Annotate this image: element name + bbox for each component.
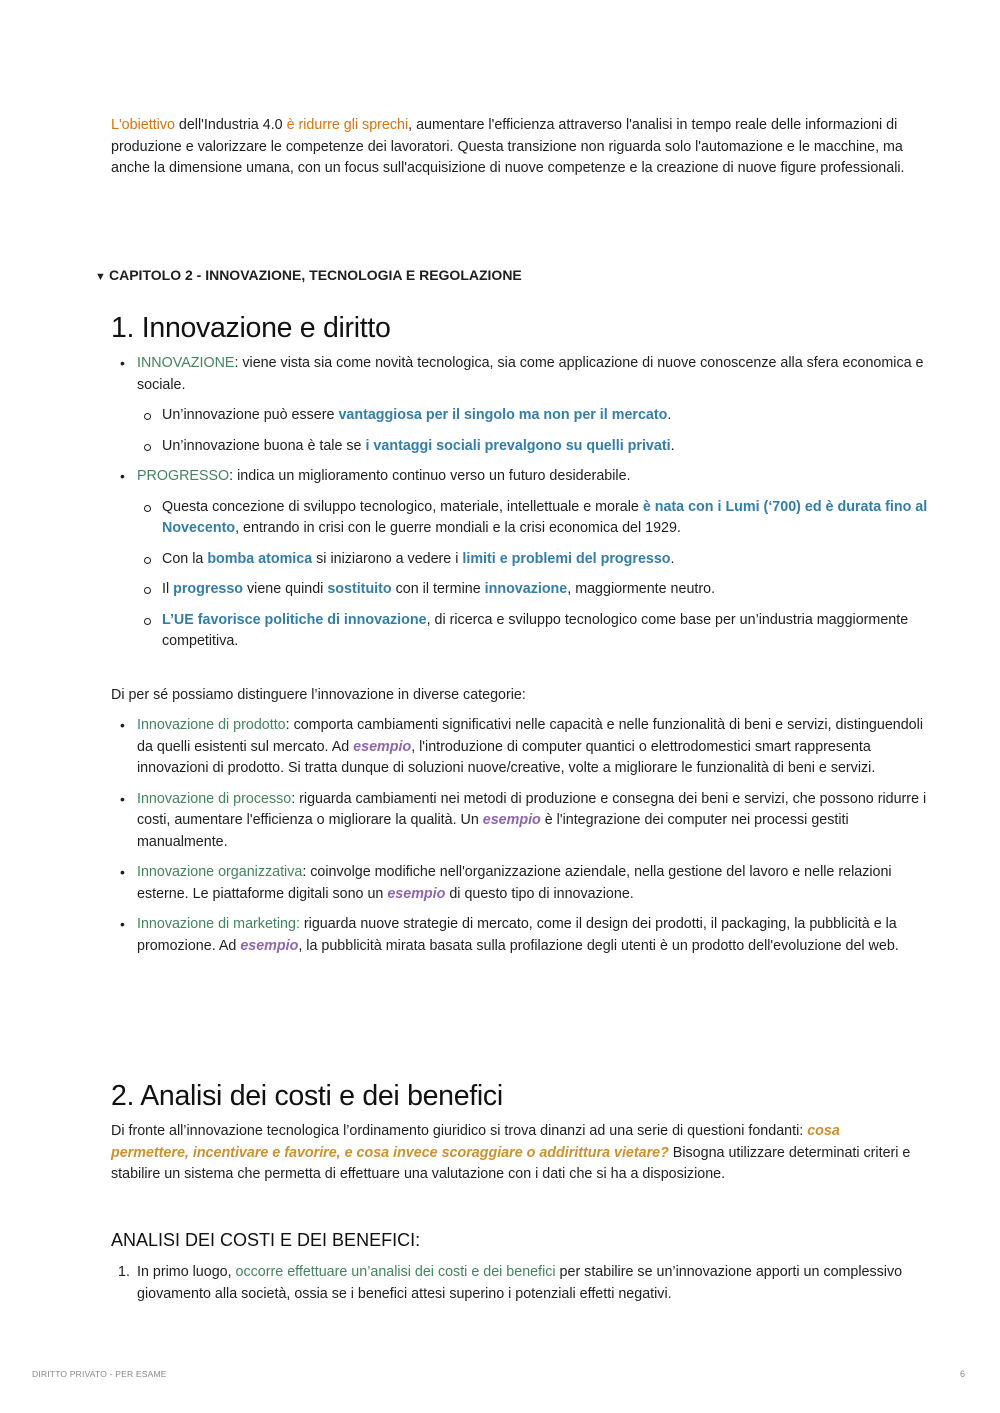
numbered-item: [118, 1262, 937, 1305]
highlight: bomba atomica: [207, 550, 313, 567]
intro-text: , aumentare l'efficienza attraverso l'analisi in tempo reale delle informazioni di produzione e valorizzare le competenze dei lavoratori. Questa transizione non riguarda solo l'automazione e le macchine, ma anche la dimensione umana, con un focus sull'acquisizione di nuove competenze e la creazione di nuove figure professionali.: [111, 117, 905, 176]
term-innovazione: INNOVAZIONE: [137, 355, 235, 371]
progresso-sublist: [137, 497, 937, 653]
text: è l'integrazione dei computer nei processi gestiti manualmente.: [137, 812, 849, 850]
text: .: [667, 407, 672, 423]
text: : comporta cambiamenti significativi nelle capacità e nelle funzionalità di beni e servizi, distinguendoli da quelli esistenti sul mercato. Ad: [137, 717, 923, 755]
intro-highlight-objective: L'obiettivo: [111, 117, 175, 133]
text: , maggiormente neutro.: [567, 581, 716, 597]
sublist-item: [162, 579, 937, 601]
text: Di fronte all’innovazione tecnologica l’ordinamento giuridico si trova dinanzi ad una serie di questioni fondanti:: [111, 1123, 808, 1139]
text: Con la: [162, 550, 208, 567]
sublist-item: [162, 405, 937, 427]
text: .: [670, 550, 675, 567]
list-item-processo: [137, 789, 937, 854]
sublist-item: [162, 610, 937, 653]
text: viene quindi: [243, 581, 328, 597]
item-number: 1.: [118, 1264, 130, 1280]
innovation-list: [111, 353, 937, 662]
list-item-innovazione: [137, 353, 937, 457]
innovazione-sublist: [137, 405, 937, 457]
text: , entrando in crisi con le guerre mondiali e la crisi economica del 1929.: [235, 520, 681, 536]
list-item-organizzativa: [137, 862, 937, 905]
text: , di ricerca e sviluppo tecnologico come base per un’industria maggiormente competitiva.: [162, 611, 909, 649]
highlight: innovazione: [484, 581, 568, 597]
cost-benefit-list: [111, 1262, 937, 1305]
highlight: è nata con i Lumi (‘700) ed è durata fino al Novecento: [162, 498, 928, 536]
example-highlight: esempio: [240, 937, 299, 954]
text: .: [670, 437, 675, 454]
highlight: L’UE favorisce politiche di innovazione: [162, 611, 427, 628]
text: Un’innovazione può essere: [162, 407, 339, 423]
highlight: i vantaggi sociali prevalgono su quelli privati: [365, 437, 671, 454]
sublist-item: [162, 436, 937, 458]
list-item-text: : viene vista sia come novità tecnologica, sia come applicazione di nuove conoscenze alla sfera economica e sociale.: [137, 355, 924, 393]
sublist-item: [162, 497, 937, 540]
text: Un’innovazione buona è tale se: [162, 437, 366, 454]
sublist-item: [162, 549, 937, 571]
text: : coinvolge modifiche nell'organizzazione aziendale, nella gestione del lavoro e nelle relazioni esterne. Le piattaforme digitali sono un: [137, 864, 892, 902]
text: si iniziarono a vedere i: [312, 550, 463, 567]
section-heading-innovation: 1. Innovazione e diritto: [111, 312, 391, 344]
text: : riguarda cambiamenti nei metodi di produzione e consegna dei beni e servizi, che possono ridurre i costi, aumentare l'efficienza o migliorare la qualità. Un: [137, 790, 927, 828]
term: Innovazione di processo: [137, 790, 292, 807]
chapter-toggle-label: CAPITOLO 2 - INNOVAZIONE, TECNOLOGIA E REGOLAZIONE: [109, 267, 522, 283]
term: Innovazione di prodotto: [137, 717, 286, 733]
list-item-text: : indica un miglioramento continuo verso un futuro desiderabile.: [229, 468, 631, 484]
intro-text: dell'Industria 4.0: [174, 117, 287, 133]
text: Questa concezione di sviluppo tecnologico, materiale, intellettuale e morale: [162, 498, 643, 515]
highlight: vantaggiosa per il singolo ma non per il mercato: [338, 407, 668, 423]
triangle-down-icon[interactable]: ▼: [95, 271, 106, 283]
footer-title: DIRITTO PRIVATO - PER ESAME: [32, 1369, 167, 1379]
text: Il: [162, 581, 174, 597]
intro-paragraph: [111, 115, 916, 180]
text: In primo luogo,: [137, 1264, 236, 1280]
text: Bisogna utilizzare determinati criteri e stabilire un sistema che permetta di effettuare una valutazione con i dati che si ha a disposizione.: [111, 1144, 911, 1182]
question-highlight: cosa permettere, incentivare e favorire, e cosa invece scoraggiare o addirittura vietare?: [111, 1123, 840, 1161]
term: Innovazione di marketing:: [137, 916, 300, 932]
text: per stabilire se un’innovazione apporti un complessivo giovamento alla società, ossia se i benefici attesi superino i potenziali effetti negativi.: [137, 1264, 903, 1302]
page-number: 6: [960, 1369, 966, 1379]
subheading-cost-benefit: ANALISI DEI COSTI E DEI BENEFICI:: [111, 1230, 421, 1250]
term: Innovazione organizzativa: [137, 864, 303, 880]
highlight: progresso: [173, 581, 244, 597]
section-heading-cost-benefit: 2. Analisi dei costi e dei benefici: [111, 1080, 503, 1112]
text: con il termine: [391, 581, 485, 597]
example-highlight: esempio: [387, 885, 446, 902]
highlight: sostituito: [327, 581, 392, 597]
categories-list: [111, 715, 937, 966]
text: di questo tipo di innovazione.: [445, 885, 634, 902]
highlight: occorre effettuare un’analisi dei costi e dei benefici: [235, 1264, 556, 1280]
text: riguarda nuove strategie di mercato, come il design dei prodotti, il packaging, la pubblicità e la promozione. Ad: [137, 916, 897, 954]
categories-intro: Di per sé possiamo distinguere l’innovazione in diverse categorie:: [111, 687, 526, 703]
text: , l'introduzione di computer quantici o elettrodomestici smart rappresenta innovazioni di prodotto. Si tratta dunque di soluzioni nuove/creative, volte a migliorare le funzionalità di beni e servizi.: [137, 738, 876, 776]
example-highlight: esempio: [482, 812, 541, 828]
cost-benefit-paragraph: [111, 1121, 911, 1186]
chapter-toggle[interactable]: [95, 267, 522, 283]
intro-highlight-waste: è ridurre gli sprechi: [286, 117, 409, 133]
list-item-prodotto: [137, 715, 937, 780]
list-item-marketing: [137, 914, 937, 957]
list-item-progresso: [137, 466, 937, 653]
highlight: limiti e problemi del progresso: [462, 550, 671, 567]
text: , la pubblicità mirata basata sulla profilazione degli utenti è un prodotto dell'evoluzione del web.: [298, 937, 899, 954]
term-progresso: PROGRESSO: [137, 468, 230, 484]
example-highlight: esempio: [353, 738, 412, 755]
